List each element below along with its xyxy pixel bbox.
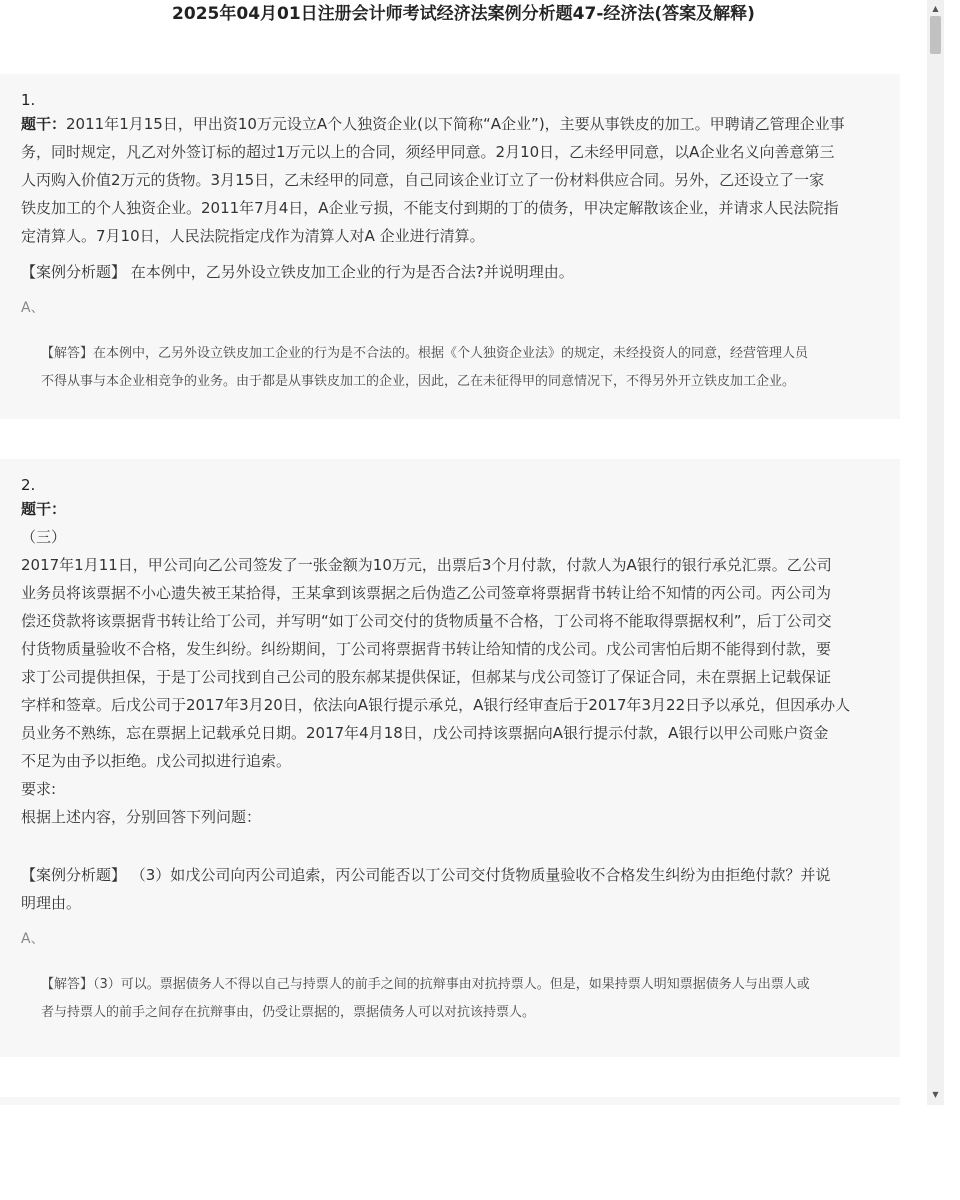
stem-line: 人丙购入价值2万元的货物。3月15日，乙未经甲的同意，自己同该企业订立了一份材料供应合同。另外，乙还设立了一家	[21, 171, 825, 189]
vertical-scrollbar[interactable]	[927, 0, 944, 1105]
stem-line: 定清算人。7月10日，人民法院指定戊作为清算人对A 企业进行清算。	[21, 227, 485, 245]
stem-line: 2017年1月11日，甲公司向乙公司签发了一张金额为10万元，出票后3个月付款，付款人为A银行的银行承兑汇票。乙公司	[21, 556, 832, 574]
stem-line: 付货物质量验收不合格，发生纠纷。纠纷期间，丁公司将票据背书转让给知情的戊公司。戊公司害怕后期不能得到付款，要	[21, 640, 832, 658]
stem-line: 员业务不熟练，忘在票据上记载承兑日期。2017年4月18日，戊公司持该票据向A银行提示付款，A银行以甲公司账户资金	[21, 724, 829, 742]
stem-line: 不足为由予以拒绝。戊公司拟进行追索。	[21, 752, 292, 770]
answer-explanation	[21, 971, 879, 1027]
stem-line: 字样和签章。后戊公司于2017年3月20日，依法向A银行提示承兑，A银行经审查后于2017年3月22日予以承兑，但因承办人	[21, 696, 851, 714]
stem-line: 业务员将该票据不小心遗失被王某拾得，王某拿到该票据之后伪造乙公司签章将票据背书转让给不知情的丙公司。丙公司为	[21, 584, 832, 602]
scroll-thumb[interactable]	[930, 16, 941, 54]
answer-explanation	[21, 340, 879, 396]
scroll-up-arrow-icon[interactable]: ▲	[932, 4, 939, 13]
stem-line: 务，同时规定，凡乙对外签订标的超过1万元以上的合同，须经甲同意。2月10日，乙未经甲同意，以A企业名义向善意第三	[21, 143, 835, 161]
question-number: 2.	[21, 476, 36, 494]
question-number: 1.	[21, 91, 36, 109]
question-stem	[21, 495, 879, 831]
page-title: 2025年04月01日注册会计师考试经济法案例分析题47-经济法(答案及解释)	[172, 4, 755, 24]
stem-line: 2011年1月15日，甲出资10万元设立A个人独资企业(以下简称“A企业”)，主要从事铁皮的加工。甲聘请乙管理企业事	[66, 115, 845, 133]
stem-line: 根据上述内容，分别回答下列问题：	[21, 808, 262, 826]
stem-label: 题干：	[21, 500, 67, 518]
question-stem	[21, 110, 879, 250]
stem-line: 要求:	[21, 780, 57, 798]
analysis-line: 【案例分析题】 （3）如戊公司向丙公司追索，丙公司能否以丁公司交付货物质量验收不合格发生纠纷为由拒绝付款？并说	[21, 866, 831, 884]
answer-line: 【解答】（3）可以。票据债务人不得以自己与持票人的前手之间的抗辩事由对抗持票人。但是，如果持票人明知票据债务人与出票人或	[41, 977, 810, 992]
option-a[interactable]: A、	[21, 931, 45, 947]
stem-label: 题干：	[21, 115, 67, 133]
question-card-3	[0, 1097, 900, 1105]
answer-line: 不得从事与本企业相竞争的业务。由于都是从事铁皮加工的企业，因此，乙在未征得甲的同意情况下，不得另外开立铁皮加工企业。	[41, 374, 796, 389]
answer-line: 者与持票人的前手之间存在抗辩事由，仍受让票据的，票据债务人可以对抗该持票人。	[41, 1005, 536, 1020]
stem-line: 偿还贷款将该票据背书转让给丁公司，并写明“如丁公司交付的货物质量不合格，丁公司将不能取得票据权利”，后丁公司交	[21, 612, 832, 630]
option-a[interactable]: A、	[21, 300, 45, 316]
answer-line: 【解答】在本例中，乙另外设立铁皮加工企业的行为是不合法的。根据《个人独资企业法》的规定，未经投资人的同意，经营管理人员	[41, 346, 809, 361]
question-card-1	[0, 74, 900, 419]
case-analysis-prompt	[21, 861, 879, 917]
stem-line: 铁皮加工的个人独资企业。2011年7月4日，A企业亏损，不能支付到期的丁的债务，甲决定解散该企业，并请求人民法院指	[21, 199, 839, 217]
stem-line: 求丁公司提供担保，于是丁公司找到自己公司的股东郝某提供保证，但郝某与戊公司签订了保证合同，未在票据上记载保证	[21, 668, 832, 686]
question-card-2	[0, 459, 900, 1057]
analysis-line: 明理由。	[21, 894, 82, 912]
scroll-down-arrow-icon[interactable]: ▼	[932, 1090, 939, 1099]
stem-line: （三）	[21, 528, 67, 546]
case-analysis-prompt: 【案例分析题】 在本例中，乙另外设立铁皮加工企业的行为是否合法?并说明理由。	[21, 263, 574, 281]
